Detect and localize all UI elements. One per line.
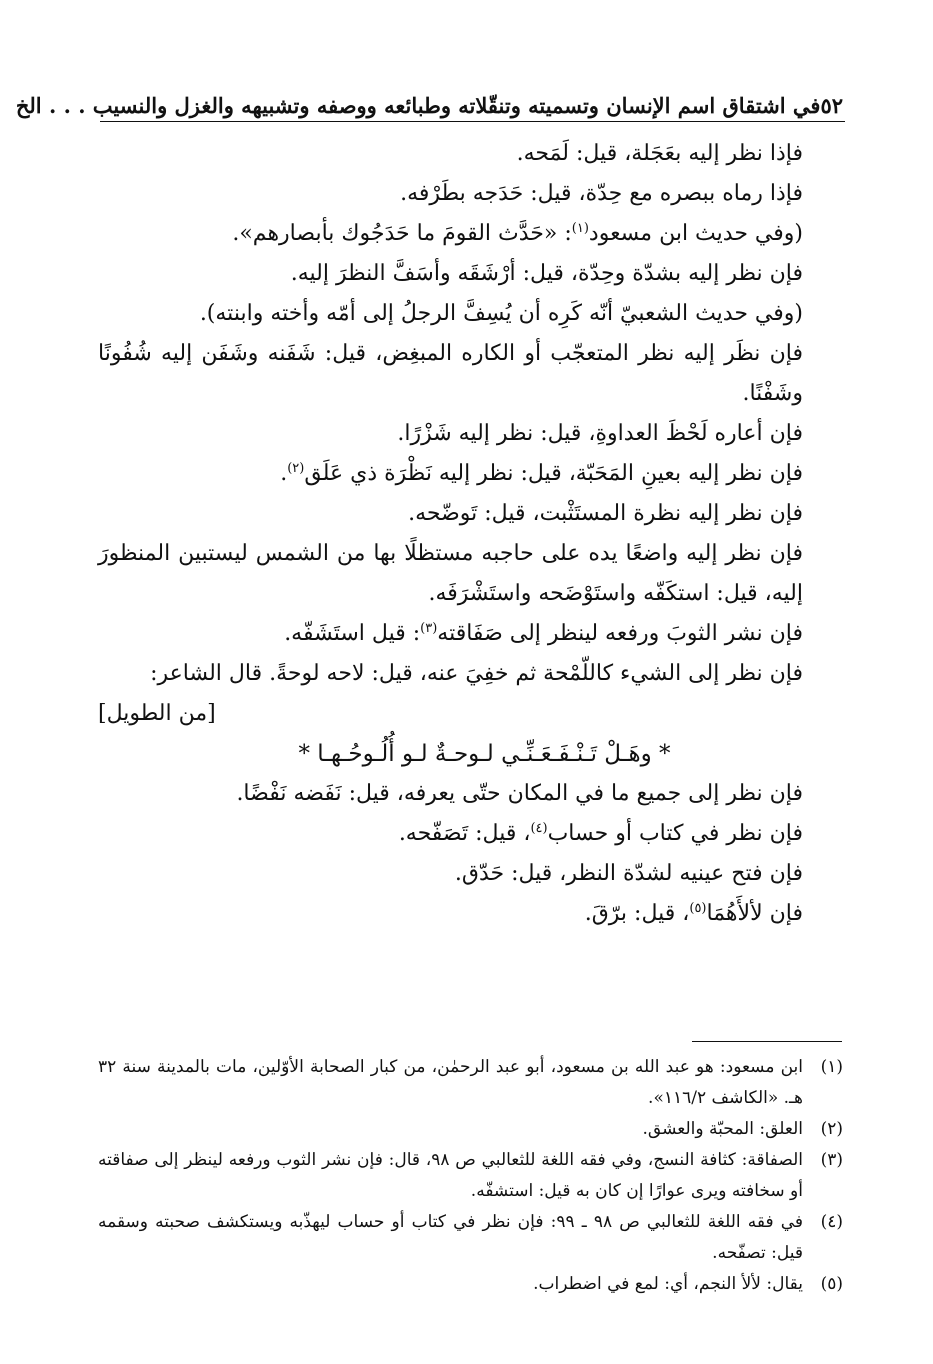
text-line: فإن نظر إليه بشدّة وحِدّة، قيل: أرْشَقَه وأسَفَّ النظرَ إليه. [290, 261, 803, 286]
meter-label: [من الطويل] [98, 701, 216, 726]
page-number: ٥٢ [820, 93, 843, 118]
running-title: في اشتقاق اسم الإنسان وتسميته وتنقّلاته وطبائعه ووصفه وتشبيهه والغزل والنسيب . . . الخ [15, 93, 821, 118]
text-line: فإن نظَر إليه نظر المتعجّب أو الكاره المبغِض، قيل: شَفَنه وشَفَن إليه شُفُونًا وشَفْنًا. [98, 341, 803, 406]
footnote [98, 1052, 843, 1114]
footnote-ref[interactable]: (٥) [689, 901, 707, 916]
text-line: فإن لألأَهُمَا$^{(٥)}$، قيل: برّقَ. [584, 901, 803, 926]
text-line: فإن فتح عينيه لشدّة النظر، قيل: حَدّق. [454, 861, 803, 886]
text-line: فإن نظر إلى الشيء كاللّمْحة ثم خفِيَ عنه، قيل: لاحه لوحةً. قال الشاعر: [150, 661, 803, 686]
footnote-text: يقال: لألأ النجم، أي: لمع في اضطراب. [533, 1274, 803, 1294]
text-line: فإن نظر في كتاب أو حساب$^{(٤)}$، قيل: تَصَفّحه. [398, 821, 803, 846]
footnote-ref[interactable]: (٣) [420, 621, 438, 636]
header-rule [100, 121, 845, 122]
text-line: فإذا رماه ببصره مع حِدّة، قيل: حَدَجه بطَرْفه. [400, 181, 803, 206]
footnote [98, 1207, 843, 1269]
footnote-ref[interactable]: (٢) [287, 461, 305, 476]
footnote-number: (٥) [820, 1274, 843, 1294]
running-header [15, 84, 843, 118]
footnote-text: الصفاقة: كثافة النسج، وفي فقه اللغة للثعالبي ص ٩٨، قال: فإن نشر الثوب ورفعه لينظر إلى صفاقته أو سخافته ويرى عوارًا إن كان به قيل: استشفّه. [98, 1150, 803, 1201]
footnote-text: العلق: المحبّة والعشق. [642, 1119, 803, 1139]
footnote-text: في فقه اللغة للثعالبي ص ٩٨ ـ ٩٩: فإن نظر في كتاب أو حساب ليهذّبه ويستكشف صحبته وسقمه قيل: تصفّحه. [98, 1212, 803, 1263]
main-text [98, 134, 841, 934]
poetry-verse: * وهَـلْ تَـنْـفَـعَـنِّـي لـوحـةٌ لـو أُلُـوحُـهـا * [298, 741, 671, 767]
footnote-number: (٢) [820, 1119, 843, 1139]
text-line: فإن نظر إليه نظرة المستَثْبت، قيل: تَوضّحه. [408, 501, 803, 526]
footnote-number: (١) [820, 1057, 843, 1077]
footnote [98, 1145, 843, 1207]
footnotes [98, 1052, 843, 1300]
text-line: فإذا نظر إليه بعَجَلة، قيل: لَمَحه. [516, 141, 803, 166]
text-line: (وفي حديث ابن مسعود$^{(١)}$: «حَدَّث القومَ ما حَدَجُوك بأبصارهم». [232, 221, 803, 246]
text-line: (وفي حديث الشعبيّ أنّه كَرِه أن يُسِفَّ الرجلُ إلى أمّه وأخته وابنته). [199, 301, 803, 326]
footnote-ref[interactable]: (١) [571, 221, 589, 236]
footnote-ref[interactable]: (٤) [530, 821, 548, 836]
text-line: فإن نظر إلى جميع ما في المكان حتّى يعرفه، قيل: نَفَضه نَفْضًا. [236, 781, 803, 806]
text-line: فإن نظر إليه واضعًا يده على حاجبه مستظلًا بها من الشمس ليستبين المنظورَ إليه، قيل: استكَفّه واستَوْضَحه واستَشْرَفَه. [98, 541, 803, 606]
footnote [98, 1114, 843, 1145]
text-line: فإن نظر إليه بعينِ المَحَبّة، قيل: نظر إليه نَظْرَة ذي عَلَق$^{(٢)}$. [280, 461, 803, 486]
footnote-number: (٣) [820, 1150, 843, 1170]
footnote-number: (٤) [820, 1212, 843, 1232]
text-line: فإن أعاره لَحْظَ العداوةِ، قيل: نظر إليه شَزْرًا. [397, 421, 803, 446]
footnote-text: ابن مسعود: هو عبد الله بن مسعود، أبو عبد الرحمٰن، من كبار الصحابة الأوّلين، مات بالمدينة سنة ٣٢ هـ. «الكاشف ١١٦/٢». [98, 1057, 803, 1108]
footnote [98, 1269, 843, 1300]
footnote-separator [692, 1041, 842, 1042]
text-line: فإن نشر الثوبَ ورفعه لينظر إلى صَفَاقته$^{(٣)}$: قيل استَشَفّه. [284, 621, 803, 646]
